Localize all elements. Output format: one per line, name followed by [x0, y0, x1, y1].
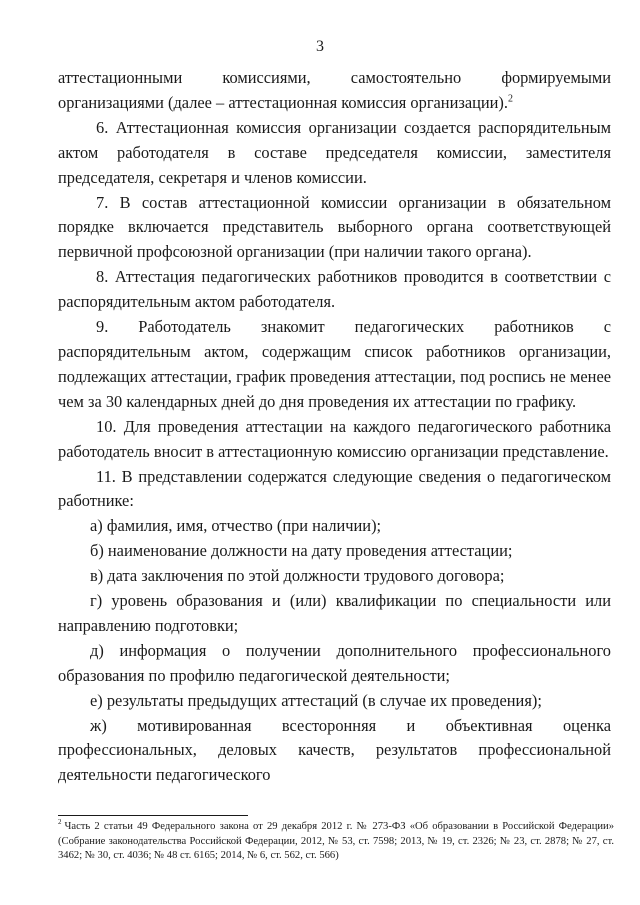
footnote-divider [58, 815, 248, 816]
paragraph-continuation [58, 66, 611, 116]
page-number: 3 [316, 38, 324, 55]
list-item-b: б) наименование должности на дату проведения аттестации; [90, 541, 513, 561]
list-item-e: е) результаты предыдущих аттестаций (в случае их проведения); [90, 690, 542, 710]
paragraph-7: 7. В состав аттестационной комиссии организации в обязательном порядке включается представитель выборного органа соответствующей первичной профсоюзной организации (при наличии такого органа). [58, 192, 611, 262]
list-item-d: д) информация о получении дополнительного профессионального образования по профилю педагогической деятельности; [58, 640, 611, 685]
list-item-g: г) уровень образования и (или) квалификации по специальности или направлению подготовки; [58, 591, 611, 635]
footnote-reference: 2 [507, 93, 513, 105]
paragraph-11: 11. В представлении содержатся следующие сведения о педагогическом работнике: [58, 466, 611, 511]
paragraph-10: 10. Для проведения аттестации на каждого педагогического работника работодатель вносит в аттестационную комиссию организации представление. [58, 416, 611, 461]
paragraph-9: 9. Работодатель знакомит педагогических работников с распорядительным актом, содержащим список работников организации, подлежащих аттестации, график проведения аттестации, под роспись не менее чем за 30 календарных дней до дня проведения их аттестации по графику. [58, 317, 611, 411]
paragraph-6: 6. Аттестационная комиссия организации создается распорядительным актом работодателя в составе председателя комиссии, заместителя председателя, секретаря и членов комиссии. [58, 117, 611, 187]
paragraph-8: 8. Аттестация педагогических работников проводится в соответствии с распорядительным актом работодателя. [58, 267, 611, 312]
list-item-v: в) дата заключения по этой должности трудового договора; [90, 566, 505, 586]
document-body [58, 66, 611, 788]
footnote [58, 820, 614, 864]
list-item-zh: ж) мотивированная всесторонняя и объективная оценка профессиональных, деловых качеств, результатов профессиональной деятельности педагогического [58, 715, 611, 785]
footnote-text: Часть 2 статьи 49 Федерального закона от 29 декабря 2012 г. № 273-ФЗ «Об образовании в Российской Федерации» (Собрание законодательства Российской Федерации, 2012, № 53, ст. 7598; 2013, № 19, ст. 2326; № 23, ст. 2878; № 27, ст. 3462; № 30, ст. 4036; № 48 ст. 6165; 2014, № 6, ст. 562, ст. 566) [58, 821, 614, 862]
footnote-mark: 2 [58, 818, 62, 827]
list-item-a: а) фамилия, имя, отчество (при наличии); [90, 516, 382, 536]
paragraph-text: аттестационными комиссиями, самостоятельно формируемыми организациями (далее – аттестационная комиссия организации). [58, 68, 611, 112]
